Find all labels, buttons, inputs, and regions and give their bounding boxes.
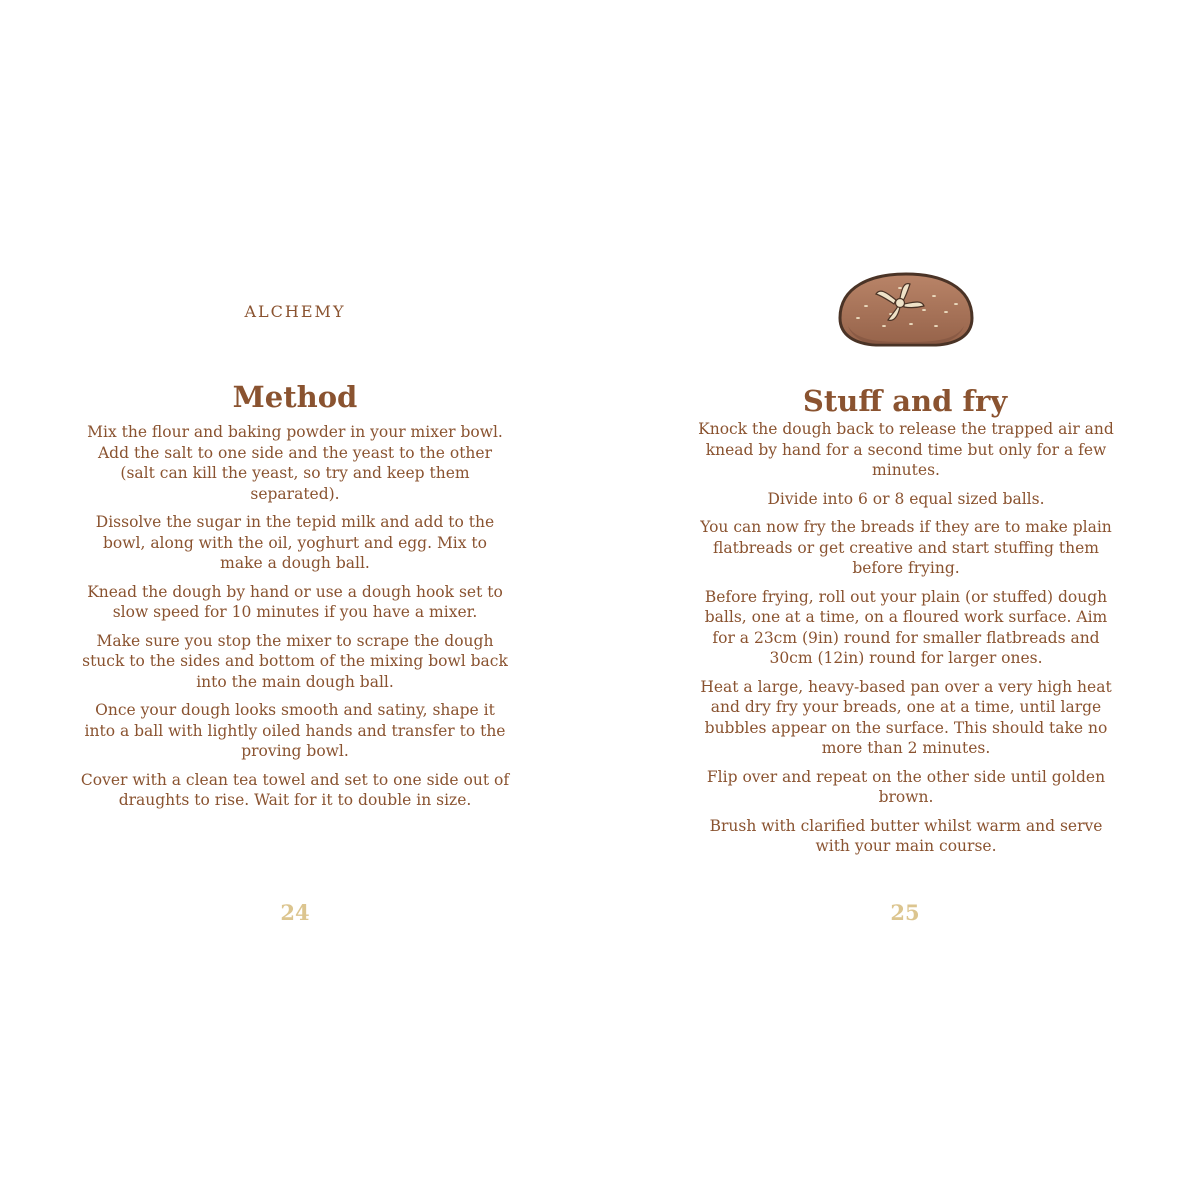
method-paragraph: Dissolve the sugar in the tepid milk and add to the bowl, along with the oil, yoghurt and egg. Mix to make a dough ball.: [95, 513, 495, 572]
section-heading-stuff-and-fry: Stuff and fry: [802, 384, 1008, 418]
stuff-paragraph: Divide into 6 or 8 equal sized balls.: [767, 489, 1045, 508]
section-heading-method: Method: [232, 380, 358, 414]
stuff-paragraph: Flip over and repeat on the other side until golden brown.: [706, 767, 1106, 806]
stuff-paragraph: Before frying, roll out your plain (or stuffed) dough balls, one at a time, on a floured work surface. Aim for a 23cm (9in) round for smaller flatbreads and 30cm (12in) round for larger ones.: [704, 587, 1108, 667]
method-paragraph: Once your dough looks smooth and satiny, shape it into a ball with lightly oiled hands and transfer to the proving bowl.: [84, 701, 506, 760]
method-body: [80, 422, 510, 819]
stuff-paragraph: Brush with clarified butter whilst warm and serve with your main course.: [709, 816, 1103, 855]
running-head: ALCHEMY: [244, 302, 346, 321]
stuff-and-fry-body: [692, 419, 1120, 865]
stuff-paragraph: Heat a large, heavy-based pan over a very high heat and dry fry your breads, one at a time, until large bubbles appear on the surface. This should take no more than 2 minutes.: [700, 677, 1112, 757]
right-page: [600, 0, 1200, 1200]
method-paragraph: Make sure you stop the mixer to scrape the dough stuck to the sides and bottom of the mixing bowl back into the main dough ball.: [82, 631, 508, 691]
page-number: 25: [890, 900, 920, 925]
method-paragraph: Mix the flour and baking powder in your mixer bowl. Add the salt to one side and the yeast to the other (salt can kill the yeast, so try and keep them separated).: [87, 423, 503, 503]
method-paragraph: Cover with a clean tea towel and set to one side out of draughts to rise. Wait for it to double in size.: [80, 770, 510, 809]
method-paragraph: Knead the dough by hand or use a dough hook set to slow speed for 10 minutes if you have a mixer.: [87, 582, 503, 621]
bread-loaf-icon: [836, 266, 976, 352]
stuff-paragraph: Knock the dough back to release the trapped air and knead by hand for a second time but only for a few minutes.: [698, 420, 1114, 479]
page-number: 24: [280, 900, 310, 925]
stuff-paragraph: You can now fry the breads if they are to make plain flatbreads or get creative and start stuffing them before frying.: [700, 518, 1112, 577]
